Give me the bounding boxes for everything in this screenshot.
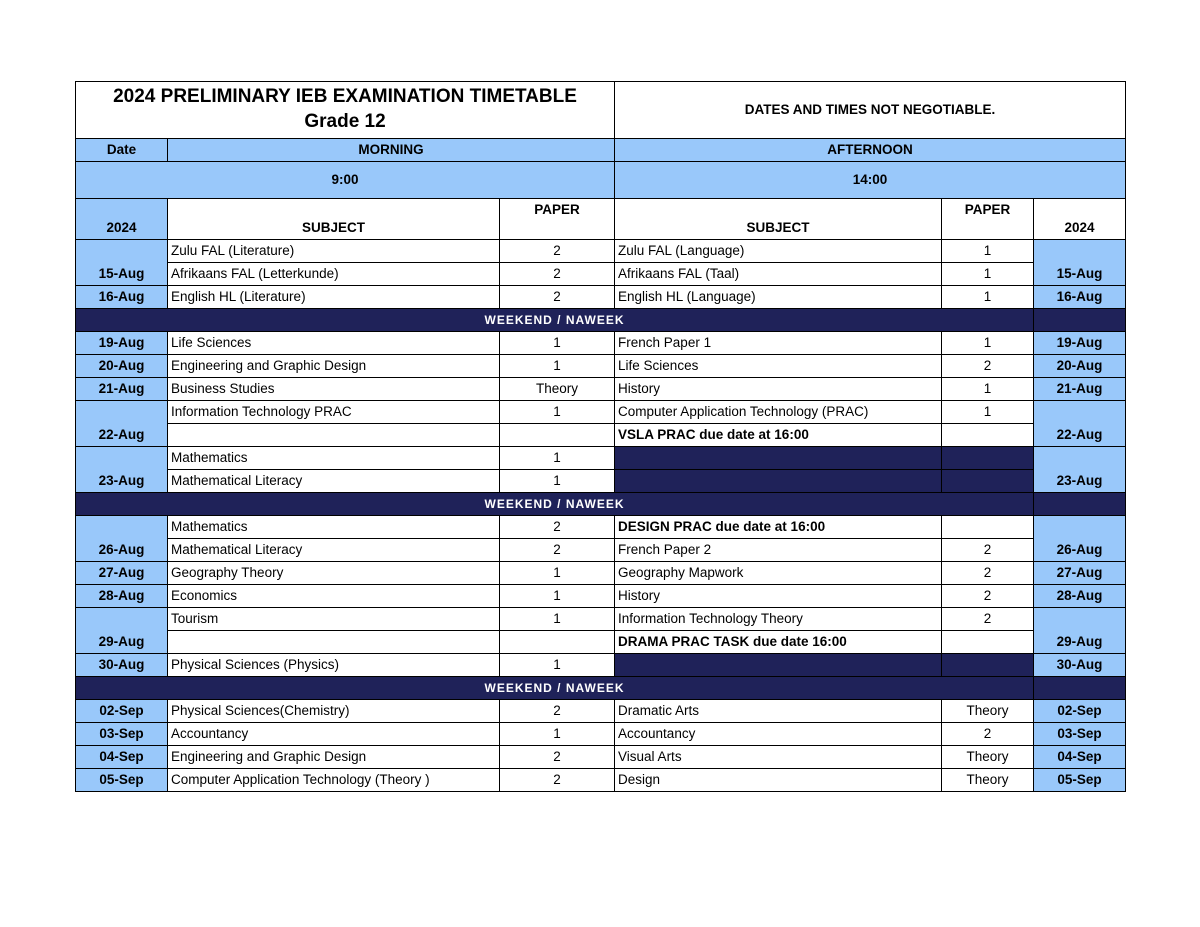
afternoon-blank	[615, 470, 942, 493]
table-row	[76, 378, 1126, 401]
morning-paper	[500, 631, 615, 654]
date-cell-right: 21-Aug	[1034, 378, 1126, 401]
weekend-row	[76, 677, 1126, 700]
afternoon-paper: 1	[942, 401, 1034, 424]
table-row	[76, 424, 1126, 447]
date-cell-right: 04-Sep	[1034, 746, 1126, 769]
morning-subject: English HL (Literature)	[168, 286, 500, 309]
table-row	[76, 769, 1126, 792]
date-cell: 02-Sep	[76, 700, 168, 723]
table-row	[76, 700, 1126, 723]
afternoon-blank	[942, 470, 1034, 493]
notice-text: DATES AND TIMES NOT NEGOTIABLE.	[615, 82, 1126, 139]
morning-header: MORNING	[168, 139, 615, 162]
morning-subject-header: SUBJECT	[168, 199, 500, 240]
afternoon-paper: 1	[942, 332, 1034, 355]
morning-paper: 1	[500, 355, 615, 378]
afternoon-subject: English HL (Language)	[615, 286, 942, 309]
afternoon-subject: Computer Application Technology (PRAC)	[615, 401, 942, 424]
morning-subject: Engineering and Graphic Design	[168, 355, 500, 378]
morning-paper: 2	[500, 539, 615, 562]
table-row	[76, 723, 1126, 746]
morning-subject	[168, 631, 500, 654]
date-cell: 22-Aug	[76, 401, 168, 447]
morning-paper: 1	[500, 723, 615, 746]
afternoon-paper-header: PAPER	[942, 199, 1034, 240]
table-row	[76, 355, 1126, 378]
afternoon-blank	[942, 447, 1034, 470]
date-cell-right: 23-Aug	[1034, 447, 1126, 493]
page-title: 2024 PRELIMINARY IEB EXAMINATION TIMETABLE	[113, 86, 577, 107]
date-cell: 30-Aug	[76, 654, 168, 677]
table-row	[76, 240, 1126, 263]
table-row	[76, 401, 1126, 424]
weekend-filler	[1034, 309, 1126, 332]
afternoon-subject: History	[615, 378, 942, 401]
table-row	[76, 286, 1126, 309]
morning-paper: 1	[500, 447, 615, 470]
afternoon-blank	[615, 654, 942, 677]
weekend-label: WEEKEND / NAWEEK	[76, 493, 1034, 516]
morning-paper: 2	[500, 769, 615, 792]
afternoon-paper: Theory	[942, 769, 1034, 792]
date-cell: 20-Aug	[76, 355, 168, 378]
morning-paper: 1	[500, 470, 615, 493]
morning-subject: Economics	[168, 585, 500, 608]
weekend-filler	[1034, 493, 1126, 516]
date-cell: 15-Aug	[76, 240, 168, 286]
date-cell-right: 20-Aug	[1034, 355, 1126, 378]
afternoon-paper: Theory	[942, 700, 1034, 723]
morning-subject: Afrikaans FAL (Letterkunde)	[168, 263, 500, 286]
table-row	[76, 332, 1126, 355]
date-cell-right: 03-Sep	[1034, 723, 1126, 746]
time-row	[76, 162, 1126, 199]
date-cell: 04-Sep	[76, 746, 168, 769]
afternoon-paper	[942, 516, 1034, 539]
afternoon-paper	[942, 424, 1034, 447]
weekend-label: WEEKEND / NAWEEK	[76, 309, 1034, 332]
afternoon-subject: French Paper 2	[615, 539, 942, 562]
afternoon-subject: French Paper 1	[615, 332, 942, 355]
afternoon-paper: 2	[942, 562, 1034, 585]
afternoon-subject-header: SUBJECT	[615, 199, 942, 240]
grade-label: Grade 12	[304, 111, 386, 132]
date-header: Date	[76, 139, 168, 162]
morning-subject: Physical Sciences (Physics)	[168, 654, 500, 677]
afternoon-paper	[942, 631, 1034, 654]
table-row	[76, 746, 1126, 769]
table-row	[76, 631, 1126, 654]
table-row	[76, 470, 1126, 493]
afternoon-paper: 1	[942, 263, 1034, 286]
morning-paper: 1	[500, 654, 615, 677]
table-row	[76, 608, 1126, 631]
date-cell-right: 19-Aug	[1034, 332, 1126, 355]
morning-subject	[168, 424, 500, 447]
morning-paper: 2	[500, 746, 615, 769]
weekend-filler	[1034, 677, 1126, 700]
morning-paper: 2	[500, 516, 615, 539]
date-cell-right: 15-Aug	[1034, 240, 1126, 286]
afternoon-paper: 2	[942, 585, 1034, 608]
morning-subject: Accountancy	[168, 723, 500, 746]
afternoon-subject: Information Technology Theory	[615, 608, 942, 631]
morning-subject: Physical Sciences(Chemistry)	[168, 700, 500, 723]
morning-subject: Computer Application Technology (Theory )	[168, 769, 500, 792]
afternoon-paper: 1	[942, 286, 1034, 309]
date-cell-right: 22-Aug	[1034, 401, 1126, 447]
afternoon-paper: 2	[942, 539, 1034, 562]
year-right: 2024	[1034, 199, 1126, 240]
afternoon-subject: Accountancy	[615, 723, 942, 746]
table-row	[76, 585, 1126, 608]
table-row	[76, 447, 1126, 470]
morning-time: 9:00	[76, 162, 615, 199]
table-row	[76, 263, 1126, 286]
session-header-row	[76, 139, 1126, 162]
morning-paper: 2	[500, 240, 615, 263]
date-cell: 21-Aug	[76, 378, 168, 401]
morning-paper: 1	[500, 332, 615, 355]
afternoon-subject: Geography Mapwork	[615, 562, 942, 585]
morning-subject: Life Sciences	[168, 332, 500, 355]
afternoon-paper: 2	[942, 608, 1034, 631]
table-row	[76, 516, 1126, 539]
morning-paper: 2	[500, 263, 615, 286]
morning-subject: Mathematics	[168, 516, 500, 539]
weekend-row	[76, 493, 1126, 516]
afternoon-subject: DRAMA PRAC TASK due date 16:00	[615, 631, 942, 654]
morning-subject: Geography Theory	[168, 562, 500, 585]
afternoon-paper: 1	[942, 240, 1034, 263]
morning-paper: 2	[500, 286, 615, 309]
morning-subject: Tourism	[168, 608, 500, 631]
afternoon-subject: DESIGN PRAC due date at 16:00	[615, 516, 942, 539]
morning-subject: Zulu FAL (Literature)	[168, 240, 500, 263]
afternoon-subject: Visual Arts	[615, 746, 942, 769]
morning-paper-header: PAPER	[500, 199, 615, 240]
date-cell-right: 02-Sep	[1034, 700, 1126, 723]
afternoon-paper: Theory	[942, 746, 1034, 769]
table-row	[76, 654, 1126, 677]
date-cell: 26-Aug	[76, 516, 168, 562]
afternoon-paper: 2	[942, 723, 1034, 746]
morning-subject: Mathematics	[168, 447, 500, 470]
date-cell-right: 27-Aug	[1034, 562, 1126, 585]
column-header-row	[76, 199, 1126, 240]
weekend-row	[76, 309, 1126, 332]
afternoon-time: 14:00	[615, 162, 1126, 199]
morning-paper	[500, 424, 615, 447]
year-left: 2024	[76, 199, 168, 240]
date-cell: 19-Aug	[76, 332, 168, 355]
afternoon-header: AFTERNOON	[615, 139, 1126, 162]
date-cell-right: 29-Aug	[1034, 608, 1126, 654]
date-cell-right: 26-Aug	[1034, 516, 1126, 562]
exam-timetable	[75, 81, 1126, 792]
afternoon-subject: VSLA PRAC due date at 16:00	[615, 424, 942, 447]
table-row	[76, 562, 1126, 585]
morning-subject: Information Technology PRAC	[168, 401, 500, 424]
afternoon-subject: Design	[615, 769, 942, 792]
date-cell: 05-Sep	[76, 769, 168, 792]
afternoon-subject: Dramatic Arts	[615, 700, 942, 723]
date-cell-right: 28-Aug	[1034, 585, 1126, 608]
morning-subject: Business Studies	[168, 378, 500, 401]
morning-paper: 1	[500, 401, 615, 424]
afternoon-blank	[615, 447, 942, 470]
afternoon-subject: History	[615, 585, 942, 608]
date-cell: 16-Aug	[76, 286, 168, 309]
title-row	[76, 82, 1126, 139]
afternoon-subject: Zulu FAL (Language)	[615, 240, 942, 263]
afternoon-blank	[942, 654, 1034, 677]
morning-paper: 1	[500, 608, 615, 631]
date-cell: 27-Aug	[76, 562, 168, 585]
morning-paper: 1	[500, 562, 615, 585]
morning-subject: Mathematical Literacy	[168, 470, 500, 493]
date-cell: 23-Aug	[76, 447, 168, 493]
date-cell: 03-Sep	[76, 723, 168, 746]
morning-paper: 1	[500, 585, 615, 608]
afternoon-subject: Afrikaans FAL (Taal)	[615, 263, 942, 286]
afternoon-paper: 2	[942, 355, 1034, 378]
date-cell-right: 16-Aug	[1034, 286, 1126, 309]
date-cell: 29-Aug	[76, 608, 168, 654]
weekend-label: WEEKEND / NAWEEK	[76, 677, 1034, 700]
morning-subject: Mathematical Literacy	[168, 539, 500, 562]
afternoon-subject: Life Sciences	[615, 355, 942, 378]
morning-subject: Engineering and Graphic Design	[168, 746, 500, 769]
title-cell	[76, 82, 615, 139]
table-row	[76, 539, 1126, 562]
morning-paper: 2	[500, 700, 615, 723]
afternoon-paper: 1	[942, 378, 1034, 401]
date-cell-right: 05-Sep	[1034, 769, 1126, 792]
date-cell-right: 30-Aug	[1034, 654, 1126, 677]
date-cell: 28-Aug	[76, 585, 168, 608]
morning-paper: Theory	[500, 378, 615, 401]
